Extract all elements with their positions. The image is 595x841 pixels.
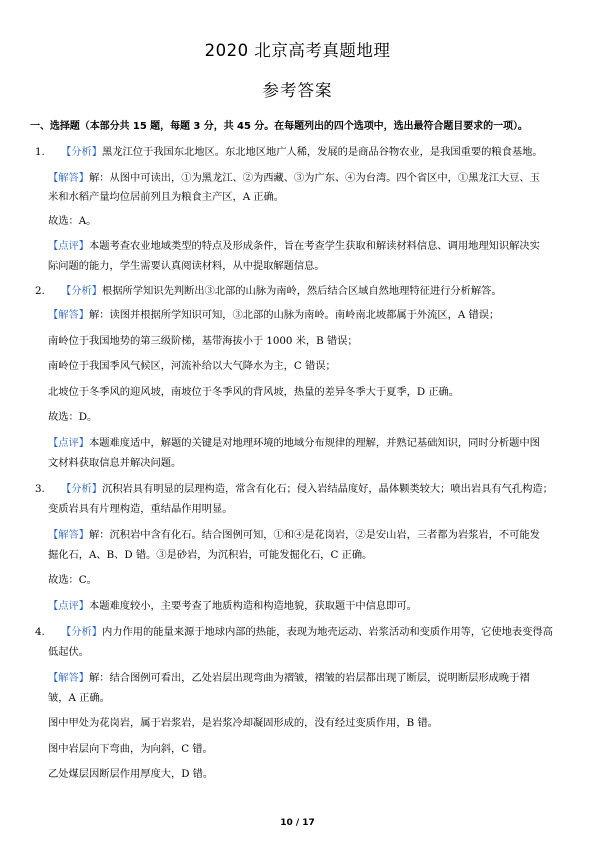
q4-jieda [48, 671, 530, 685]
q2-dianping [48, 436, 540, 450]
q1-fenxi-text: 黑龙江位于我国东北地区。东北地区地广人稀，发展的是商品谷物农业，是我国重要的粮食基地。 [102, 146, 543, 158]
q1-jieda-line-2: 米和水稻产量均位居前列且为粮食主产区，A 正确。 [48, 191, 285, 203]
q4-number: 4. [35, 626, 45, 638]
q1-dianping [48, 239, 540, 253]
q1-dianping-text-1: 本题考查农业地域类型的特点及形成条件，旨在考查学生获取和解读材料信息、调用地理知识解决实 [89, 240, 540, 252]
q4-fenxi [35, 625, 553, 639]
q3-number: 3. [35, 483, 45, 495]
section-heading: 一、选择题（本部分共 15 题，每题 3 分，共 45 分。在每题列出的四个选项中，选出最符合题目要求的一项）。 [30, 121, 528, 132]
q4-jieda-line-5: 乙处煤层因断层作用厚度大，D 错。 [48, 768, 214, 780]
q2-jieda-text-1: 解：读图并根据所学知识可知，③北部的山脉为南岭。南岭南北坡都属于外流区，A 错误； [89, 309, 500, 321]
page-title: 2020 北京高考真题地理 [204, 41, 391, 60]
q2-fenxi-tag: 【分析】 [61, 285, 102, 297]
page-subtitle: 参考答案 [262, 81, 333, 100]
q4-fenxi-tag: 【分析】 [61, 626, 102, 638]
q1-dianping-tag: 【点评】 [48, 240, 89, 252]
q2-dianping-tag: 【点评】 [48, 437, 89, 449]
q3-dianping [48, 599, 417, 613]
q1-jieda [48, 171, 540, 185]
q3-dianping-tag: 【点评】 [48, 600, 89, 612]
q4-fenxi-text-1: 内力作用的能量来源于地球内部的热能，表现为地壳运动、岩浆活动和变质作用等，它使地表变得高 [102, 626, 553, 638]
q2-jieda [48, 308, 499, 322]
q4-jieda-line-3: 图中甲处为花岗岩，属于岩浆岩，是岩浆冷却凝固形成的，没有经过变质作用，B 错。 [48, 717, 438, 729]
q2-guxuan: 故选：D。 [48, 411, 98, 423]
q3-fenxi-text-1: 沉积岩具有明显的层理构造，常含有化石；侵入岩结晶度好，晶体颗类较大；喷出岩具有气孔构造； [102, 483, 553, 495]
q1-number: 1. [35, 146, 45, 158]
q2-dianping-line-2: 文材料获取信息并解决问题。 [48, 457, 182, 469]
q1-fenxi-tag: 【分析】 [61, 146, 102, 158]
q1-jieda-tag: 【解答】 [48, 172, 89, 184]
q3-guxuan: 故选：C。 [48, 574, 97, 586]
q3-fenxi-tag: 【分析】 [61, 483, 102, 495]
q3-dianping-text: 本题难度较小，主要考查了地质构造和构造地貌，获取题干中信息即可。 [89, 600, 417, 612]
q2-number: 2. [35, 285, 45, 297]
q1-guxuan: 故选：A。 [48, 215, 97, 227]
q3-jieda-line-2: 掘化石，A、B、D 错。③是砂岩，为沉积岩，可能发掘化石，C 正确。 [48, 549, 373, 561]
q2-jieda-line-3: 南岭位于我国季风气候区，河流补给以大气降水为主，C 错误； [48, 360, 336, 372]
q1-jieda-text-1: 解：从图中可读出，①为黑龙江、②为西藏、③为广东、④为台湾。四个省区中，①黑龙江大豆、玉 [89, 172, 540, 184]
q3-fenxi-line-2: 变质岩具有片理构造，重结晶作用明显。 [48, 503, 233, 515]
q2-fenxi-text: 根据所学知识先判断出③北部的山脉为南岭，然后结合区域自然地理特征进行分析解答。 [102, 285, 502, 297]
q2-fenxi [35, 284, 502, 298]
page-number: 10 / 17 [280, 818, 315, 828]
q1-fenxi [35, 145, 543, 159]
q3-jieda [48, 528, 540, 542]
q1-dianping-line-2: 际问题的能力，学生需要认真阅读材料，从中提取解题信息。 [48, 260, 325, 272]
q4-jieda-line-4: 图中岩层向下弯曲，为向斜，C 错。 [48, 743, 213, 755]
q2-dianping-text-1: 本题难度适中，解题的关键是对地理环境的地域分布规律的理解，并熟记基础知识，同时分析题中图 [89, 437, 540, 449]
q3-jieda-tag: 【解答】 [48, 529, 89, 541]
q4-jieda-line-2: 皱，A 正确。 [48, 692, 110, 704]
q2-jieda-line-4: 北坡位于冬季风的迎风坡，南坡位于冬季风的背风坡，热量的差异冬季大于夏季，D 正确。 [48, 386, 460, 398]
q2-jieda-line-2: 南岭位于我国地势的第三级阶梯，基带海拔小于 1000 米，B 错误； [48, 335, 358, 347]
q3-fenxi [35, 482, 553, 496]
q4-fenxi-line-2: 低起伏。 [48, 646, 89, 658]
q4-jieda-tag: 【解答】 [48, 672, 89, 684]
q2-jieda-tag: 【解答】 [48, 309, 89, 321]
q4-jieda-text-1: 解：结合图例可看出，乙处岩层出现弯曲为褶皱，褶皱的岩层都出现了断层，说明断层形成晚于褶 [89, 672, 530, 684]
q3-jieda-text-1: 解：沉积岩中含有化石。结合图例可知，①和④是花岗岩，②是安山岩，三者都为岩浆岩，不可能发 [89, 529, 540, 541]
